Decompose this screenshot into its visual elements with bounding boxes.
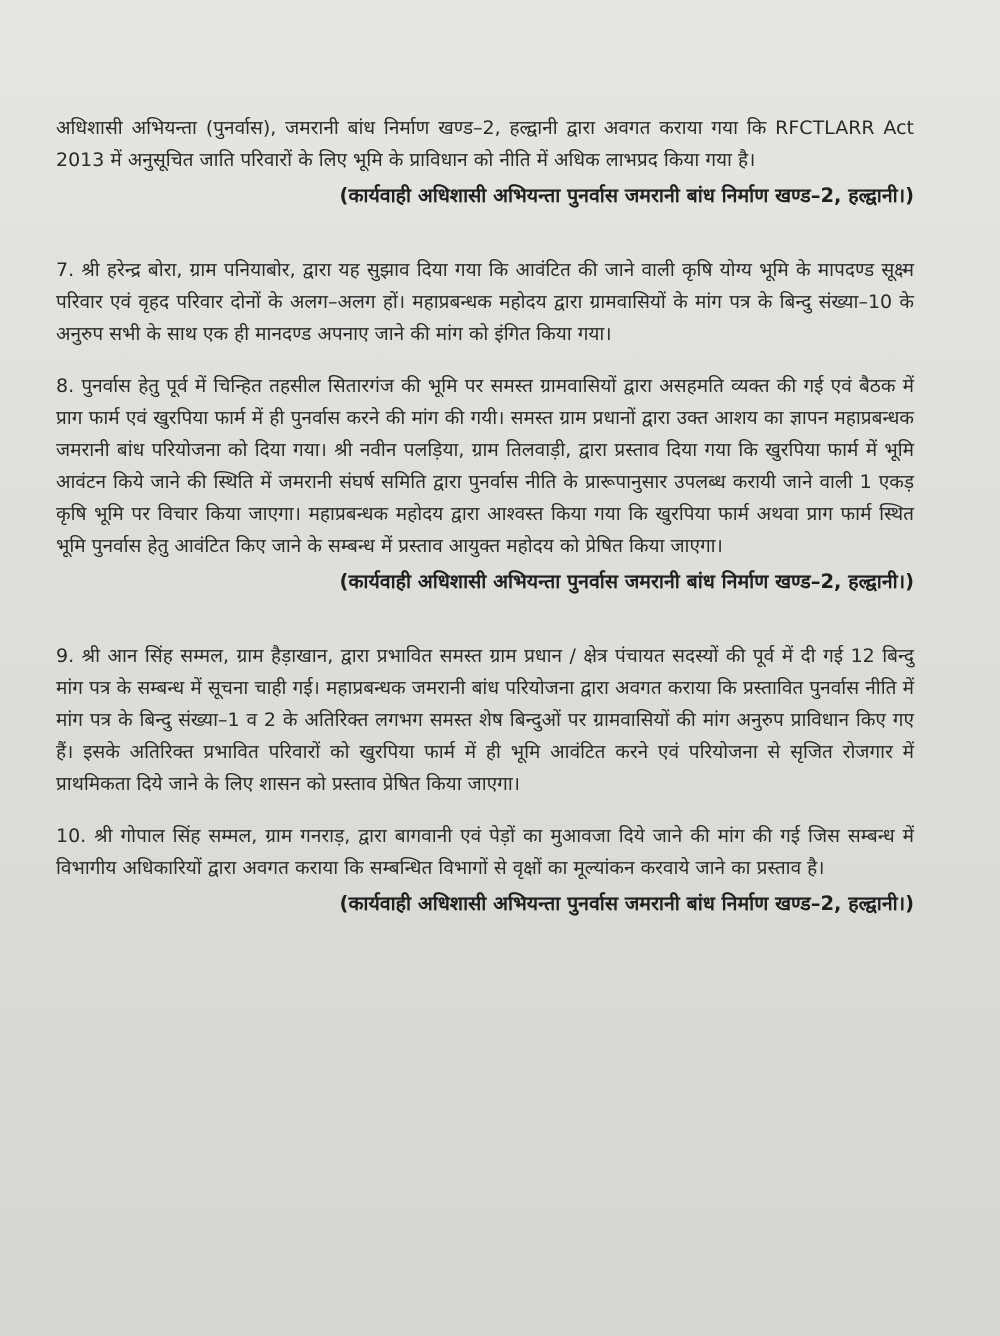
action-note-1: (कार्यवाही अधिशासी अभियन्ता पुनर्वास जमरानी बांध निर्माण खण्ड–2, हल्द्वानी।)	[339, 184, 914, 207]
spacer	[56, 212, 914, 254]
document-body	[56, 112, 914, 920]
action-note-2: (कार्यवाही अधिशासी अभियन्ता पुनर्वास जमरानी बांध निर्माण खण्ड–2, हल्द्वानी।)	[339, 570, 914, 593]
paragraph-intro: अधिशासी अभियन्ता (पुनर्वास), जमरानी बांध निर्माण खण्ड–2, हल्द्वानी द्वारा अवगत कराया गया कि RFCTLARR Act 2013 में अनुसूचित जाति परिवारों के लिए भूमि के प्राविधान को नीति में अधिक लाभप्रद किया गया है।	[56, 117, 914, 171]
paragraph-item-8: 8. पुनर्वास हेतु पूर्व में चिन्हित तहसील सितारगंज की भूमि पर समस्त ग्रामवासियों द्वारा असहमति व्यक्त की गई एवं बैठक में प्राग फार्म एवं खुरपिया फार्म में ही पुनर्वास करने की मांग की गयी। समस्त ग्राम प्रधानों द्वारा उक्त आशय का ज्ञापन महाप्रबन्धक जमरानी बांध परियोजना को दिया गया। श्री नवीन पलड़िया, ग्राम तिलवाड़ी, द्वारा प्रस्ताव दिया गया कि खुरपिया फार्म में भूमि आवंटन किये जाने की स्थिति में जमरानी संघर्ष समिति द्वारा पुनर्वास नीति के प्रारूपानुसार उपलब्ध करायी जाने वाली 1 एकड़ कृषि भूमि पर विचार किया जाएगा। महाप्रबन्धक महोदय द्वारा आश्वस्त किया गया कि खुरपिया फार्म अथवा प्राग फार्म स्थित भूमि पुनर्वास हेतु आवंटित किए जाने के सम्बन्ध में प्रस्ताव आयुक्त महोदय को प्रेषित किया जाएगा।	[56, 375, 914, 557]
spacer	[56, 350, 914, 370]
paragraph-item-10: 10. श्री गोपाल सिंह सम्मल, ग्राम गनराड़, द्वारा बागवानी एवं पेड़ों का मुआवजा दिये जाने की मांग की गई जिस सम्बन्ध में विभागीय अधिकारियों द्वारा अवगत कराया कि सम्बन्धित विभागों से वृक्षों का मूल्यांकन करवाये जाने का प्रस्ताव है।	[56, 825, 914, 879]
action-note-3: (कार्यवाही अधिशासी अभियन्ता पुनर्वास जमरानी बांध निर्माण खण्ड–2, हल्द्वानी।)	[339, 892, 914, 915]
paragraph-item-9: 9. श्री आन सिंह सम्मल, ग्राम हैड़ाखान, द्वारा प्रभावित समस्त ग्राम प्रधान / क्षेत्र पंचायत सदस्यों की पूर्व में दी गई 12 बिन्दु मांग पत्र के सम्बन्ध में सूचना चाही गई। महाप्रबन्धक जमरानी बांध परियोजना द्वारा अवगत कराया कि प्रस्तावित पुनर्वास नीति में मांग पत्र के बिन्दु संख्या–1 व 2 के अतिरिक्त लगभग समस्त शेष बिन्दुओं पर ग्रामवासियों की मांग अनुरुप प्राविधान किए गए हैं। इसके अतिरिक्त प्रभावित परिवारों को खुरपिया फार्म में ही भूमि आवंटित करने एवं परियोजना से सृजित रोजगार में प्राथमिकता दिये जाने के लिए शासन को प्रस्ताव प्रेषित किया जाएगा।	[56, 645, 914, 795]
spacer	[56, 800, 914, 820]
spacer	[56, 598, 914, 640]
paragraph-item-7: 7. श्री हरेन्द्र बोरा, ग्राम पनियाबोर, द्वारा यह सुझाव दिया गया कि आवंटित की जाने वाली कृषि योग्य भूमि के मापदण्ड सूक्ष्म परिवार एवं वृहद परिवार दोनों के अलग–अलग हों। महाप्रबन्धक महोदय द्वारा ग्रामवासियों के मांग पत्र के बिन्दु संख्या–10 के अनुरुप सभी के साथ एक ही मानदण्ड अपनाए जाने की मांग को इंगित किया गया।	[56, 259, 914, 345]
